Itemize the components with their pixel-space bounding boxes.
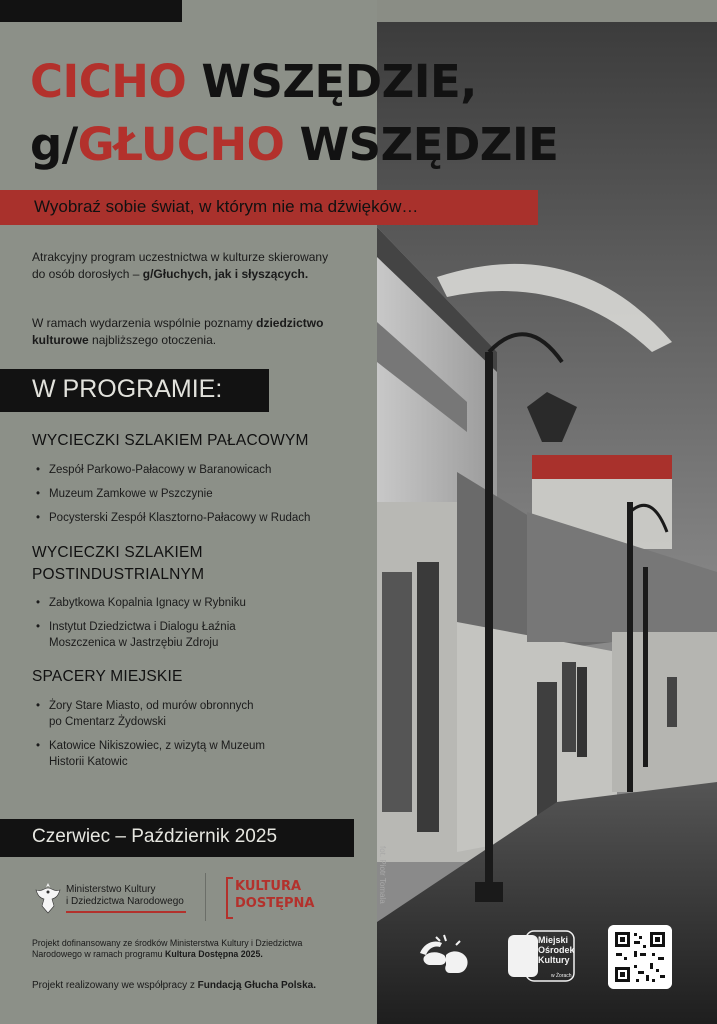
list-item (36, 510, 346, 526)
section-items-palace (36, 462, 346, 526)
section-heading-postindustrial (32, 542, 204, 586)
subtitle: Wyobraź sobie świat, w którym nie ma dźwięków… (34, 197, 419, 216)
list-item-text: Historii Katowic (49, 756, 128, 768)
list-item (36, 619, 346, 651)
kultura-logo-line-2: DOSTĘPNA (235, 896, 315, 911)
intro-p1-text: Atrakcyjny program uczestnictwa w kulturze skierowany do osób dorosłych – (32, 250, 329, 281)
intro-paragraph-2 (32, 315, 332, 349)
top-bar (0, 0, 182, 22)
intro-paragraph-1 (32, 249, 332, 283)
list-item (36, 738, 346, 770)
title-glucho: GŁUCHO (77, 118, 285, 171)
funding-note (32, 938, 332, 960)
photo-credit: fot. Piotr Tomala (378, 846, 387, 904)
ministry-line-2: i Dziedzictwa Narodowego (66, 896, 184, 907)
list-item-text: • Instytut Dziedzictwa i Dialogu Łaźnia (49, 621, 236, 633)
list-item-text: • Zespół Parkowo-Pałacowy w Baranowicach (49, 464, 272, 476)
intro-p2-text: W ramach wydarzenia wspólnie poznamy (32, 316, 253, 330)
title-cicho: CICHO (30, 55, 187, 108)
title-g-prefix: g/ (30, 118, 78, 171)
ministry-line-1: Ministerstwo Kultury (66, 884, 156, 895)
section-items-postindustrial (36, 595, 346, 651)
list-item-text: • Pocysterski Zespół Klasztorno-Pałacowy w Rudach (49, 512, 311, 524)
section-heading-line: WYCIECZKI SZLAKIEM PAŁACOWYM (32, 432, 309, 449)
section-heading-line: SPACERY MIEJSKIE (32, 668, 183, 685)
kultura-dostepna-bracket (226, 877, 233, 919)
list-item (36, 698, 346, 730)
mok-location: w Żorach (551, 973, 572, 979)
list-item-text: • Zabytkowa Kopalnia Ignacy w Rybniku (49, 597, 246, 609)
date-range: Czerwiec – Październik 2025 (32, 826, 278, 847)
intro-p2-bold: dziedzictwo kulturowe (32, 316, 324, 347)
kultura-logo-line-1: KULTURA (235, 879, 302, 894)
eagle-emblem-icon (32, 880, 64, 916)
ministry-underline (66, 911, 186, 913)
list-item-text: • Żory Stare Miasto, od murów obronnych (49, 700, 254, 712)
ministry-name (66, 884, 184, 908)
section-heading-city-walks (32, 666, 183, 688)
intro-p1-bold: g/Głuchych, jak i słyszących. (142, 267, 309, 281)
title-wszedzie-1: WSZĘDZIE, (186, 55, 477, 108)
cooperation-note-bold: Fundacją Głucha Polska. (197, 980, 316, 991)
section-items-city-walks (36, 698, 346, 770)
list-item-text: po Cmentarz Żydowski (49, 716, 166, 728)
funding-note-text: Projekt dofinansowany ze środków Ministerstwa Kultury i Dziedzictwa Narodowego w ramach programu (32, 938, 303, 959)
logo-divider (205, 873, 206, 921)
poster-title (30, 50, 558, 176)
list-item (36, 462, 346, 478)
list-item-text: • Katowice Nikiszowiec, z wizytą w Muzeum (49, 740, 266, 752)
mok-line-2: Ośrodek (538, 945, 575, 955)
list-item (36, 486, 346, 502)
sign-language-icon (416, 933, 472, 979)
intro-p2-rest: najbliższego otoczenia. (92, 333, 217, 347)
section-heading-line: POSTINDUSTRIALNYM (32, 566, 205, 583)
cooperation-note-text: Projekt realizowany we współpracy z (32, 980, 195, 991)
mok-logo-text (538, 935, 575, 965)
kultura-dostepna-logo (235, 878, 314, 912)
mok-line-1: Miejski (538, 935, 569, 945)
list-item (36, 595, 346, 611)
program-heading: W PROGRAMIE: (32, 375, 223, 403)
mok-line-3: Kultury (538, 955, 570, 965)
cooperation-note (32, 980, 316, 991)
section-heading-palace (32, 430, 309, 452)
qr-code-icon[interactable] (608, 925, 672, 989)
list-item-text: • Muzeum Zamkowe w Pszczynie (49, 488, 213, 500)
section-heading-line: WYCIECZKI SZLAKIEM (32, 544, 203, 561)
title-wszedzie-2: WSZĘDZIE (284, 118, 559, 171)
funding-note-bold: Kultura Dostępna 2025. (165, 949, 263, 959)
list-item-text: Moszczenica w Jastrzębiu Zdroju (49, 637, 219, 649)
